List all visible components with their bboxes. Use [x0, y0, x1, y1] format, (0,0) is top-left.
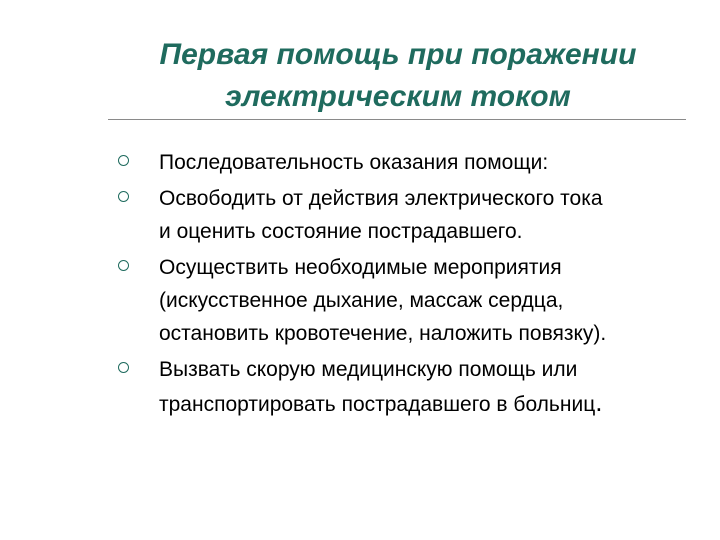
bullet-text-line: остановить кровотечение, наложить повязку).: [159, 322, 607, 345]
title-divider: [108, 119, 686, 120]
slide-title-line-2: электрическим током: [225, 80, 571, 113]
bullet-item: [112, 353, 702, 421]
bullet-text-line: Освободить от действия электрического тока: [159, 187, 603, 210]
bullet-item: [112, 251, 702, 350]
hollow-circle-bullet-icon: [118, 260, 129, 271]
bullet-text: транспортировать пострадавшего в больниц: [159, 393, 596, 416]
slide-title: [110, 34, 686, 118]
bullet-item: [112, 182, 702, 248]
bullet-list: [112, 146, 702, 424]
bullet-trailing-period: .: [595, 387, 603, 417]
bullet-text-line: Осуществить необходимые мероприятия: [159, 256, 562, 279]
hollow-circle-bullet-icon: [118, 362, 129, 373]
bullet-text-line-last: [159, 386, 702, 421]
bullet-text-line: и оценить состояние пострадавшего.: [159, 220, 523, 243]
bullet-text-line: Вызвать скорую медицинскую помощь или: [159, 358, 578, 381]
bullet-text-line: (искусственное дыхание, массаж сердца,: [159, 289, 564, 312]
hollow-circle-bullet-icon: [118, 155, 129, 166]
slide-title-line-1: Первая помощь при поражении: [159, 38, 637, 71]
bullet-text-line: Последовательность оказания помощи:: [159, 151, 549, 174]
hollow-circle-bullet-icon: [118, 191, 129, 202]
bullet-item: [112, 146, 702, 179]
